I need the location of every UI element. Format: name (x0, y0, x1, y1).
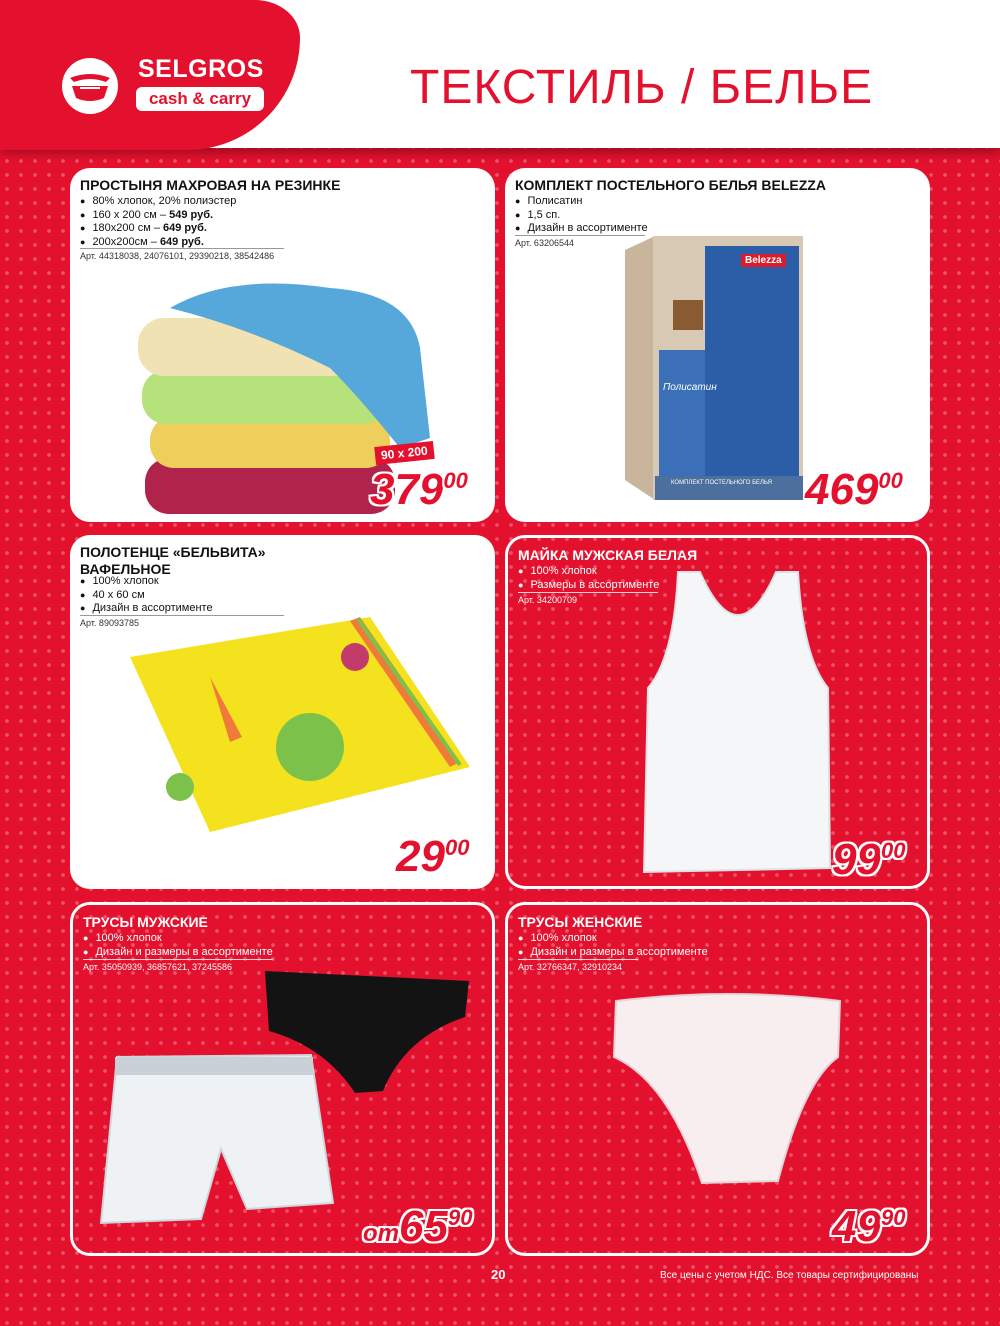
price-prefix: от (363, 1220, 399, 1247)
product-card-waffle-towel[interactable] (70, 535, 495, 889)
spec-item: ● 100% хлопок (518, 565, 659, 579)
towel-image (120, 617, 480, 837)
product-name (80, 544, 266, 578)
spec-item: ● 100% хлопок (83, 932, 273, 946)
selgros-logo-icon (62, 58, 118, 114)
price-tag (832, 1202, 906, 1251)
name-line-2: ВАФЕЛЬНОЕ (80, 561, 171, 577)
spec-item: ● Размеры в ассортименте (518, 579, 659, 593)
price-cents: 00 (880, 838, 906, 863)
product-card-terry-sheet[interactable] (70, 168, 495, 522)
spec-item: ● Дизайн в ассортименте (80, 602, 213, 616)
package-brand: Belezza (741, 254, 786, 267)
page-number: 20 (491, 1267, 506, 1282)
product-card-men-tank-top[interactable] (505, 535, 930, 889)
product-name: ТРУСЫ МУЖСКИЕ (83, 914, 208, 930)
bedding-package-image (615, 230, 805, 510)
price-cents: 00 (443, 468, 468, 493)
article-number: Арт. 34200709 (518, 592, 658, 605)
price-main: 379 (370, 465, 444, 514)
article-number: Арт. 35050939, 36857621, 37245586 (83, 959, 273, 972)
spec-item: ● Дизайн и размеры в ассортименте (83, 946, 273, 960)
article-number: Арт. 63206544 (515, 235, 645, 248)
price-cents: 90 (880, 1205, 906, 1230)
price-tag (370, 465, 468, 514)
product-name: КОМПЛЕКТ ПОСТЕЛЬНОГО БЕЛЬЯ BELEZZA (515, 177, 826, 193)
footer-note: Все цены с учетом НДС. Все товары сертифицированы (660, 1270, 919, 1281)
brand-name: SELGROS (138, 55, 264, 83)
price-cents: 90 (447, 1205, 473, 1230)
article-number: Арт. 32766347, 32910234 (518, 959, 638, 972)
price-main: 29 (396, 832, 445, 881)
spec-item: ● 160 x 200 см – 549 руб. (80, 209, 236, 223)
price-tag (805, 465, 903, 514)
price-tag (363, 1202, 473, 1256)
spec-item: ● Дизайн и размеры в ассортименте (518, 946, 708, 960)
spec-item: ● Дизайн в ассортименте (515, 222, 648, 236)
price-cents: 00 (444, 835, 470, 860)
article-number: Арт. 89093785 (80, 615, 284, 628)
package-label: Полисатин (663, 382, 717, 393)
product-name: ПРОСТЫНЯ МАХРОВАЯ НА РЕЗИНКЕ (80, 177, 341, 193)
name-line-1: ПОЛОТЕНЦЕ «БЕЛЬВИТА» (80, 544, 266, 560)
product-specs (83, 932, 273, 959)
spec-item: ● 200x200см – 649 руб. (80, 236, 236, 250)
product-name: МАЙКА МУЖСКАЯ БЕЛАЯ (518, 547, 698, 563)
product-card-women-briefs[interactable] (505, 902, 930, 1256)
spec-item: ● 1,5 сп. (515, 209, 648, 223)
spec-item: ● 100% хлопок (80, 575, 213, 589)
page-title: ТЕКСТИЛЬ / БЕЛЬЕ (410, 61, 874, 114)
product-specs (80, 575, 213, 616)
price-main: 49 (832, 1202, 881, 1251)
article-number: Арт. 44318038, 24076101, 29390218, 38542486 (80, 248, 284, 261)
size-badge: 90 x 200 (374, 441, 434, 465)
package-caption: КОМПЛЕКТ ПОСТЕЛЬНОГО БЕЛЬЯ (671, 480, 772, 486)
price-cents: 00 (878, 468, 903, 493)
price-main: 65 (399, 1202, 448, 1251)
spec-item: ● 80% хлопок, 20% полиэстер (80, 195, 236, 209)
product-card-bedding-set[interactable] (505, 168, 930, 522)
price-tag (832, 835, 906, 884)
spec-item: ● 100% хлопок (518, 932, 708, 946)
product-card-men-briefs[interactable] (70, 902, 495, 1256)
spec-item: ● 180x200 см – 649 руб. (80, 222, 236, 236)
price-main: 469 (805, 465, 879, 514)
spec-item: ● 40 x 60 см (80, 589, 213, 603)
product-specs (80, 195, 236, 249)
price-tag (396, 832, 470, 881)
logo-tab (0, 0, 300, 150)
spec-item: ● Полисатин (515, 195, 648, 209)
brand-subtitle: cash & carry (136, 87, 264, 111)
product-name: ТРУСЫ ЖЕНСКИЕ (518, 914, 643, 930)
product-specs (518, 932, 708, 959)
price-main: 99 (832, 835, 881, 884)
women-briefs-image (608, 991, 848, 1191)
tank-top-image (638, 568, 838, 874)
white-boxers-image (97, 1053, 337, 1233)
page-header (0, 0, 1000, 148)
